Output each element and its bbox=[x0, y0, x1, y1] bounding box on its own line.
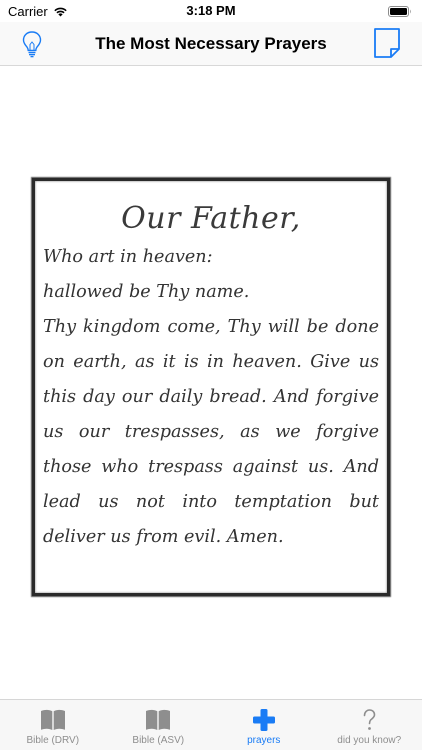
plus-icon bbox=[250, 708, 278, 732]
status-time: 3:18 PM bbox=[186, 3, 236, 18]
lightbulb-icon bbox=[20, 30, 44, 58]
tab-label: Bible (ASV) bbox=[132, 735, 185, 746]
tab-bible-drv[interactable] bbox=[0, 700, 106, 750]
note-button[interactable] bbox=[372, 26, 402, 60]
status-left bbox=[8, 4, 68, 19]
navigation-bar bbox=[0, 22, 422, 66]
tab-bible-asv[interactable] bbox=[106, 700, 212, 750]
battery-icon bbox=[388, 6, 412, 17]
note-icon bbox=[372, 26, 402, 60]
lightbulb-button[interactable] bbox=[20, 30, 44, 58]
tab-label: prayers bbox=[247, 735, 281, 746]
tab-did-you-know[interactable] bbox=[317, 700, 422, 750]
tab-label: Bible (DRV) bbox=[26, 735, 80, 746]
tab-label: did you know? bbox=[337, 735, 402, 746]
prayer-line: Who art in heaven: bbox=[43, 247, 213, 267]
question-icon bbox=[355, 708, 383, 732]
status-bar bbox=[0, 0, 422, 22]
prayer-body bbox=[43, 240, 379, 555]
prayer-content-area[interactable] bbox=[0, 67, 422, 699]
page-title: The Most Necessary Prayers bbox=[95, 33, 327, 53]
prayer-line: Thy kingdom come, Thy will be done on earth, as it is in heaven. Give us this day our daily bread. And forgive us our trespasses, as we forgive those who trespass against us. And lead us not into temptation but deliver us from evil. Amen. bbox=[43, 317, 379, 547]
wifi-icon bbox=[53, 6, 68, 17]
prayer-title: Our Father, bbox=[121, 201, 301, 236]
book-icon bbox=[144, 708, 172, 732]
carrier-label: Carrier bbox=[8, 3, 48, 19]
tab-prayers[interactable] bbox=[211, 700, 317, 750]
tab-bar bbox=[0, 699, 422, 750]
prayer-line: hallowed be Thy name. bbox=[43, 282, 250, 302]
prayer-card bbox=[32, 178, 390, 596]
book-icon bbox=[39, 708, 67, 732]
